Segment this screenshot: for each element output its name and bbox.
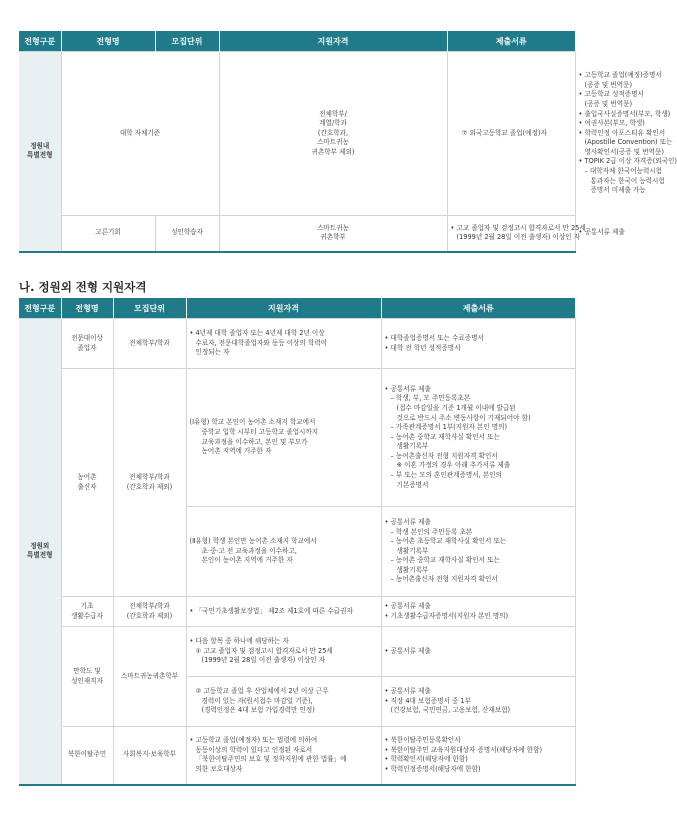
- documents-cell: [381, 507, 575, 597]
- doc-line: (건강보험, 국민연금, 고용보험, 산재보험): [390, 706, 511, 715]
- table-row: 정원내 특별전형 대학 자체기준 전체학부/ 계열/학과 (간호학과, 스마트귀농 귀촌학부 제외) ⑦ 외국고등학교 졸업(예정)자 • 고등학교 졸업(예정)증명서 (공증 및 번역문) • 고등학교 성적증명서 (공증 및 번역문) • 출입국사실증명서(부모, 학생) • 여권사본(부모, 학생) • 학력인정 아포스티유 확인서 (Apostille Convention) 또는 영사확인서(공증 및 번역문) • TOPIK 2급 이상 자격증(외국인) – 대학자체 한국어능력시험 통과자는 한국어 능력시험 증명서 미제출 가능: [19, 52, 575, 216]
- qualification-line: 교육과정을 이수하고, 본인 및 부모가: [201, 437, 308, 446]
- group-label: [19, 319, 61, 785]
- doc-line: – 가족관계증명서 1부(지원자 본인 명의): [390, 423, 508, 432]
- unit-line: 귀촌학부 제외): [311, 147, 355, 156]
- header-documents: 제출서류: [381, 298, 575, 319]
- qualification-line: • 「국민기초생활보장법」 제2조 제1호에 따른 수급권자: [189, 606, 353, 615]
- unit-line: (간호학과 제외): [126, 482, 173, 491]
- qualification-line: (Ⅰ유형) 학교 본인이 농어촌 소재지 학교에서: [189, 418, 316, 427]
- header-admission-name: 전형명: [61, 31, 155, 52]
- qualification-line: • 4년제 대학 졸업자 또는 4년제 대학 2년 이상: [189, 329, 325, 338]
- doc-line: • 북한이탈주민등록확인서: [384, 736, 461, 745]
- unit-line: (간호학과,: [317, 128, 349, 137]
- table-row: [19, 319, 575, 369]
- name-line: 성인재직자: [71, 676, 103, 685]
- name-line: 생활수급자: [71, 611, 103, 620]
- header-category: 전형구분: [19, 298, 61, 319]
- header-documents: 제출서류: [447, 31, 575, 52]
- qualification-line: 중학교 입학 시부터 고등학교 졸업시까지: [201, 427, 319, 436]
- doc-line: 통과자는 한국어 능력시험: [590, 176, 665, 185]
- table-row: [19, 627, 575, 677]
- group-label-line: 정원외: [30, 541, 50, 550]
- doc-line: • 학력인정증명서(해당자에 한함): [384, 764, 481, 773]
- group-label-line: 특별전형: [27, 551, 53, 560]
- doc-line: 것으로 반드시 주소 변동사항이 기재되어야 함): [396, 413, 531, 422]
- unit-line: 스마트귀농: [317, 223, 349, 232]
- doc-line: – 부 또는 모의 혼인관계증명서, 본인의: [390, 471, 502, 480]
- qualification-cell: [186, 597, 381, 627]
- qualification-line: (Ⅱ유형) 학생 본인만 농어촌 소재지 학교에서: [189, 537, 317, 546]
- name-line: 전문대이상: [71, 333, 103, 342]
- qualification-line: (1999년 2월 28일 이전 출생자) 이상인 자: [456, 233, 581, 242]
- doc-line: • 공통서류 제출: [384, 687, 431, 696]
- admission-name: [61, 727, 113, 785]
- doc-line: (공증 및 번역문): [584, 99, 633, 108]
- doc-line: • 학력확인서(해당자에 한함): [384, 755, 468, 764]
- name-line: 출신자: [77, 482, 97, 491]
- group-label: [19, 52, 61, 252]
- documents-cell: [381, 319, 575, 369]
- qualification-cell: [186, 319, 381, 369]
- section-title: 나. 정원외 전형 지원자격: [19, 280, 147, 294]
- unit-cell: [219, 52, 447, 216]
- doc-line: • 공통서류 제출: [384, 601, 431, 610]
- doc-line: (공증 및 번역문): [584, 80, 633, 89]
- admission-name: [61, 627, 113, 727]
- table-row: [19, 727, 575, 785]
- doc-line: 생활기록부: [396, 565, 429, 574]
- doc-line: • 공통서류 제출: [384, 517, 431, 526]
- unit-cell: [113, 319, 186, 369]
- qualification-cell: [186, 369, 381, 507]
- doc-line: ※ 이혼 가정의 경우 아래 추가서류 제출: [396, 461, 511, 470]
- doc-line: • 공통서류 제출: [384, 384, 431, 393]
- admission-name: [61, 319, 113, 369]
- qualification-cell: [447, 216, 586, 252]
- qualification-line: 인정되는 자: [195, 348, 230, 357]
- name-line: 졸업자: [77, 343, 97, 352]
- doc-line: • 직장 4대 보험증명서 중 1부: [384, 696, 471, 705]
- doc-line: 생활기록부: [396, 442, 429, 451]
- admission-name-category: 고른기회: [61, 216, 155, 252]
- unit-line: 전체학부/학과: [129, 472, 170, 481]
- admission-name: [61, 369, 113, 597]
- qualification-line: • 고등학교 졸업(예정자) 또는 법령에 의하여: [189, 736, 318, 745]
- admission-name: 성인학습자: [155, 216, 219, 252]
- qualification-line: • 고교 졸업자 및 검정고시 합격자로서 만 25세: [450, 223, 586, 232]
- qualification-line: ⑦ 외국고등학교 졸업(예정)자: [461, 128, 547, 137]
- doc-line: – 농어촌 중학교 재학사실 확인서 또는: [390, 432, 500, 441]
- unit-line: 스마트귀농: [317, 138, 349, 147]
- admission-name: [61, 597, 113, 627]
- qualification-line: (1999년 2월 28일 이전 출생자) 이상인 자: [201, 656, 326, 665]
- unit-line: 전체학부/학과: [129, 601, 170, 610]
- qualification-line: 동등이상의 학력이 있다고 인정된 자로서: [195, 745, 313, 754]
- doc-line: • 북한이탈주민 교육지원대상자 증명서(해당자에 한함): [384, 745, 543, 754]
- name-line: 기초: [80, 601, 94, 610]
- doc-line: – 농어촌 초등학교 재학사실 확인서 또는: [390, 537, 507, 546]
- documents-cell: [381, 627, 575, 677]
- header-admission-name: 전형명: [61, 298, 113, 319]
- doc-line: – 농어촌 중학교 재학사실 확인서 또는: [390, 556, 500, 565]
- unit-line: 전체학부/학과: [129, 338, 170, 347]
- qualification-line: ① 고교 졸업자 및 검정고시 합격자로서 만 25세: [195, 646, 333, 655]
- qualification-line: 「북한이탈주민의 보호 및 정착지원에 관한 법률」에: [195, 755, 347, 764]
- unit-cell: [219, 216, 447, 252]
- qualification-line: 경력이 있는 자(원서접수 마감일 기준),: [201, 696, 313, 705]
- group-label-line: 정원내: [30, 141, 50, 150]
- name-line: 북한이탈주민: [67, 750, 107, 759]
- documents-cell: [381, 369, 575, 507]
- header-category: 전형구분: [19, 31, 61, 52]
- qualification-line: 수료자, 전문대학졸업자와 동등 이상의 학력이: [195, 338, 328, 347]
- documents-cell: [381, 677, 575, 727]
- qualification-cell: [186, 727, 381, 785]
- documents-cell: [381, 727, 575, 785]
- qualification-line: ② 고등학교 졸업 후 산업체에서 2년 이상 근무: [195, 687, 329, 696]
- admission-name: 대학 자체기준: [61, 52, 219, 216]
- doc-line: – 학생 본인의 주민등록 초본: [390, 527, 473, 536]
- header-unit: 모집단위: [113, 298, 186, 319]
- doc-line: (접수 마감일을 기준 1개월 이내에 발급된: [396, 403, 516, 412]
- doc-line: – 대학자체 한국어능력시험: [584, 167, 663, 176]
- unit-cell: [113, 727, 186, 785]
- table-jeongwonoe: [19, 298, 576, 786]
- unit-cell: [113, 369, 186, 597]
- name-line: 농어촌: [77, 472, 97, 481]
- doc-line: – 학생, 부, 모 주민등록초본: [390, 394, 471, 403]
- table-row: [19, 369, 575, 507]
- doc-line: (Apostille Convention) 또는: [584, 138, 673, 147]
- unit-line: 스마트귀농귀촌학부: [120, 671, 179, 680]
- unit-cell: [113, 627, 186, 727]
- doc-line: – 농어촌출신자 전형 지원자격 확인서: [390, 451, 498, 460]
- qualification-line: (경력인정은 4대 보험 가입경력만 인정): [201, 706, 315, 715]
- unit-cell: [113, 597, 186, 627]
- qualification-line: 초·중·고 전 교육과정을 이수하고,: [201, 546, 297, 555]
- doc-line: • 공통서류 제출: [384, 646, 431, 655]
- doc-line: • 대학졸업증명서 또는 수료증명서: [384, 333, 484, 342]
- header-qualification: 지원자격: [219, 31, 447, 52]
- table-row: 고른기회 성인학습자 스마트귀농 귀촌학부 • 고교 졸업자 및 검정고시 합격자로서 만 25세 (1999년 2월 28일 이전 출생자) 이상인 자 • 공통서류 제출: [19, 216, 575, 252]
- doc-line: – 농어촌출신자 전형 지원자격 확인서: [390, 575, 498, 584]
- group-label-line: 특별전형: [27, 151, 53, 160]
- qualification-line: 의한 보호대상자: [195, 764, 243, 773]
- table-jeongwonnae: [19, 31, 677, 253]
- qualification-line: 농어촌 지역에 거주한 자: [201, 447, 272, 456]
- unit-line: 귀촌학부: [320, 233, 346, 242]
- unit-line: 전체학부/: [319, 109, 347, 118]
- qualification-cell: [186, 507, 381, 597]
- table-header-row: [19, 31, 575, 52]
- unit-line: (간호학과 제외): [126, 611, 173, 620]
- doc-line: • 대학 전 학년 성적증명서: [384, 343, 461, 352]
- qualification-cell: [186, 677, 381, 727]
- doc-line: • 기초생활수급자증명서(지원자 본인 명의): [384, 611, 509, 620]
- name-line: 만학도 및: [73, 666, 101, 675]
- qualification-cell: [186, 627, 381, 677]
- header-unit: 모집단위: [155, 31, 219, 52]
- doc-line: 증명서 미제출 가능: [590, 186, 646, 195]
- doc-line: 생활기록부: [396, 546, 429, 555]
- qualification-line: • 다음 항목 중 하나에 해당하는 자: [189, 637, 289, 646]
- documents-cell: [381, 597, 575, 627]
- doc-line: 기본증명서: [396, 480, 429, 489]
- unit-line: 사회복지·보육학부: [122, 750, 177, 759]
- table-row: [19, 597, 575, 627]
- qualification-line: 본인이 농어촌 지역에 거주한 자: [201, 556, 293, 565]
- table-header-row: [19, 298, 575, 319]
- header-qualification: 지원자격: [186, 298, 381, 319]
- unit-line: 계열/학과: [319, 119, 347, 128]
- qualification-cell: [447, 52, 575, 216]
- doc-line: 영사확인서(공증 및 번역문): [584, 147, 664, 156]
